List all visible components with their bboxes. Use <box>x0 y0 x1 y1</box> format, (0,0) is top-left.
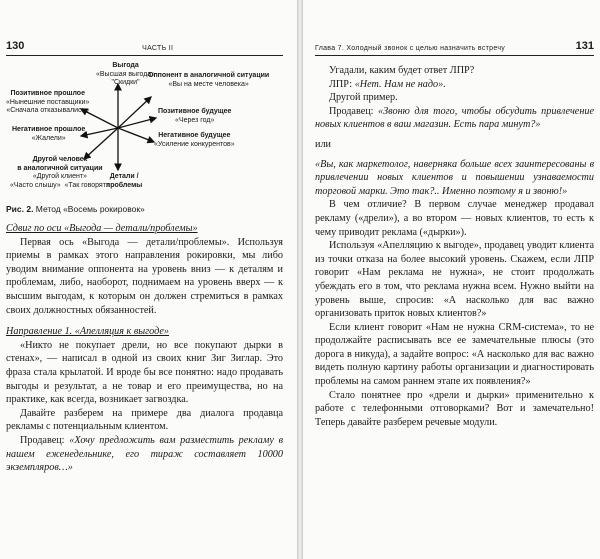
paragraph-dialog: ЛПР: «Нет. Нам не надо». <box>329 78 446 90</box>
label-positive-past: Позитивное прошлое «Нынешние поставщики» «Сначала отказывались» <box>6 90 90 114</box>
left-running-header <box>6 0 283 56</box>
heading-direction-1: Направление 1. «Апелляция к выгоде» <box>6 326 170 338</box>
arrow-left-down <box>81 128 118 136</box>
quote-marketer: «Вы, как маркетолог, наверняка больше всех заинтересованы в привлечении новых клиентов и повышении узнаваемости торговой марки. Это так?.. Именно поэтому я и звоню!» <box>315 158 594 197</box>
eight-castlings-diagram <box>6 62 283 202</box>
paragraph: Угадали, каким будет ответ ЛПР? <box>329 65 475 76</box>
right-body-text <box>315 64 594 429</box>
figure-caption: Рис. 2. Метод «Восемь рокировок» <box>6 204 145 214</box>
left-section-title: ЧАСТЬ II <box>142 45 174 52</box>
right-page-number: 131 <box>575 40 594 52</box>
paragraph: Другой пример. <box>329 92 398 104</box>
arrow-right-down <box>118 128 154 142</box>
left-body-text <box>6 222 283 475</box>
paragraph: Стало понятнее про «дрели и дырки» применительно к работе с телефонными отговорками? Вот и замечательно! Теперь давайте разберем речевые модули. <box>315 389 594 428</box>
paragraph-or: или <box>315 138 331 150</box>
paragraph: Если клиент говорит «Нам не нужна CRM-система», то не продолжайте расписывать все ее замечательные плюсы (это дорога в никуда), а задайте вопрос: «А насколько для вас важно видеть полную картину работы организации и диагностировать проблемы на самом раннем этапе их появления?» <box>315 321 594 388</box>
right-running-header <box>315 0 594 56</box>
label-opponent-similar: Оппонент в аналогичной ситуации «Вы на месте человека» <box>148 72 270 88</box>
paragraph: В чем отличие? В первом случае менеджер продавал рекламу («дрели»), а во втором — новых клиентов, то есть к чему приводит реклама («дырки»). <box>315 199 594 238</box>
label-other-person: Другой человек в аналогичной ситуации «Другой клиент» «Часто слышу» «Так говорят» <box>10 156 110 189</box>
left-page <box>0 0 297 559</box>
left-page-number: 130 <box>6 40 25 52</box>
paragraph-dialog: Продавец: «Хочу предложить вам разместить рекламу в нашем еженедельнике, его тираж составляет 10000 экземпляров…» <box>6 434 283 474</box>
label-details-problems: Детали / проблемы <box>106 173 143 189</box>
right-page <box>303 0 600 559</box>
paragraph: Давайте разберем на примере два диалога продавца рекламы с потенциальным клиентом. <box>6 407 283 433</box>
paragraph-dialog: Продавец: «Звоню для того, чтобы обсудить привлечение новых клиентов в ваш магазин. Есть пара минут?» <box>315 105 595 131</box>
heading-axis-shift: Сдвиг по оси «Выгода — детали/проблемы» <box>6 223 198 234</box>
label-negative-future: Негативное будущее «Усиление конкурентов» <box>154 132 235 148</box>
arrow-down-left <box>84 128 118 159</box>
paragraph: Первая ось «Выгода — детали/проблемы». Используя приемы в рамках этого направления рокировки, мы либо уводим внимание оппонента на уровень вниз — к деталям и проблемам, либо, наоборот, поднимаем на уровень вверх — к высшим выгодам, к которым он должен стремиться в рамках своих должностных обязанностей. <box>6 236 283 316</box>
right-section-title: Глава 7. Холодный звонок с целью назначить встречу <box>315 45 506 52</box>
paragraph: Используя «Апелляцию к выгоде», продавец уводит клиента из точки отказа на более высокий уровень. Скажем, если ЛПР говорит «Нам реклама не нужна», не стоит продолжать убеждать его в том, что реклама нужна всем. Нужно выйти на уровень выше, спросив: «А насколько для вас важно организовать приток новых клиентов?» <box>315 240 594 320</box>
label-positive-future: Позитивное будущее «Через год» <box>158 108 232 124</box>
label-benefit: Выгода «Высшая выгода» "Скидки" <box>96 62 156 86</box>
label-negative-past: Негативное прошлое «Жалели» <box>12 126 86 142</box>
paragraph: «Никто не покупает дрели, но все покупают дырки в стенах», — написал в одной из своих книг Зиг Зиглар. Это фраза стала крылатой. И вроде бы все понятно: надо продавать выгоды и результат, а не товар и его преимущества, но на практике, как всегда, возникает загвоздка. <box>6 339 283 406</box>
